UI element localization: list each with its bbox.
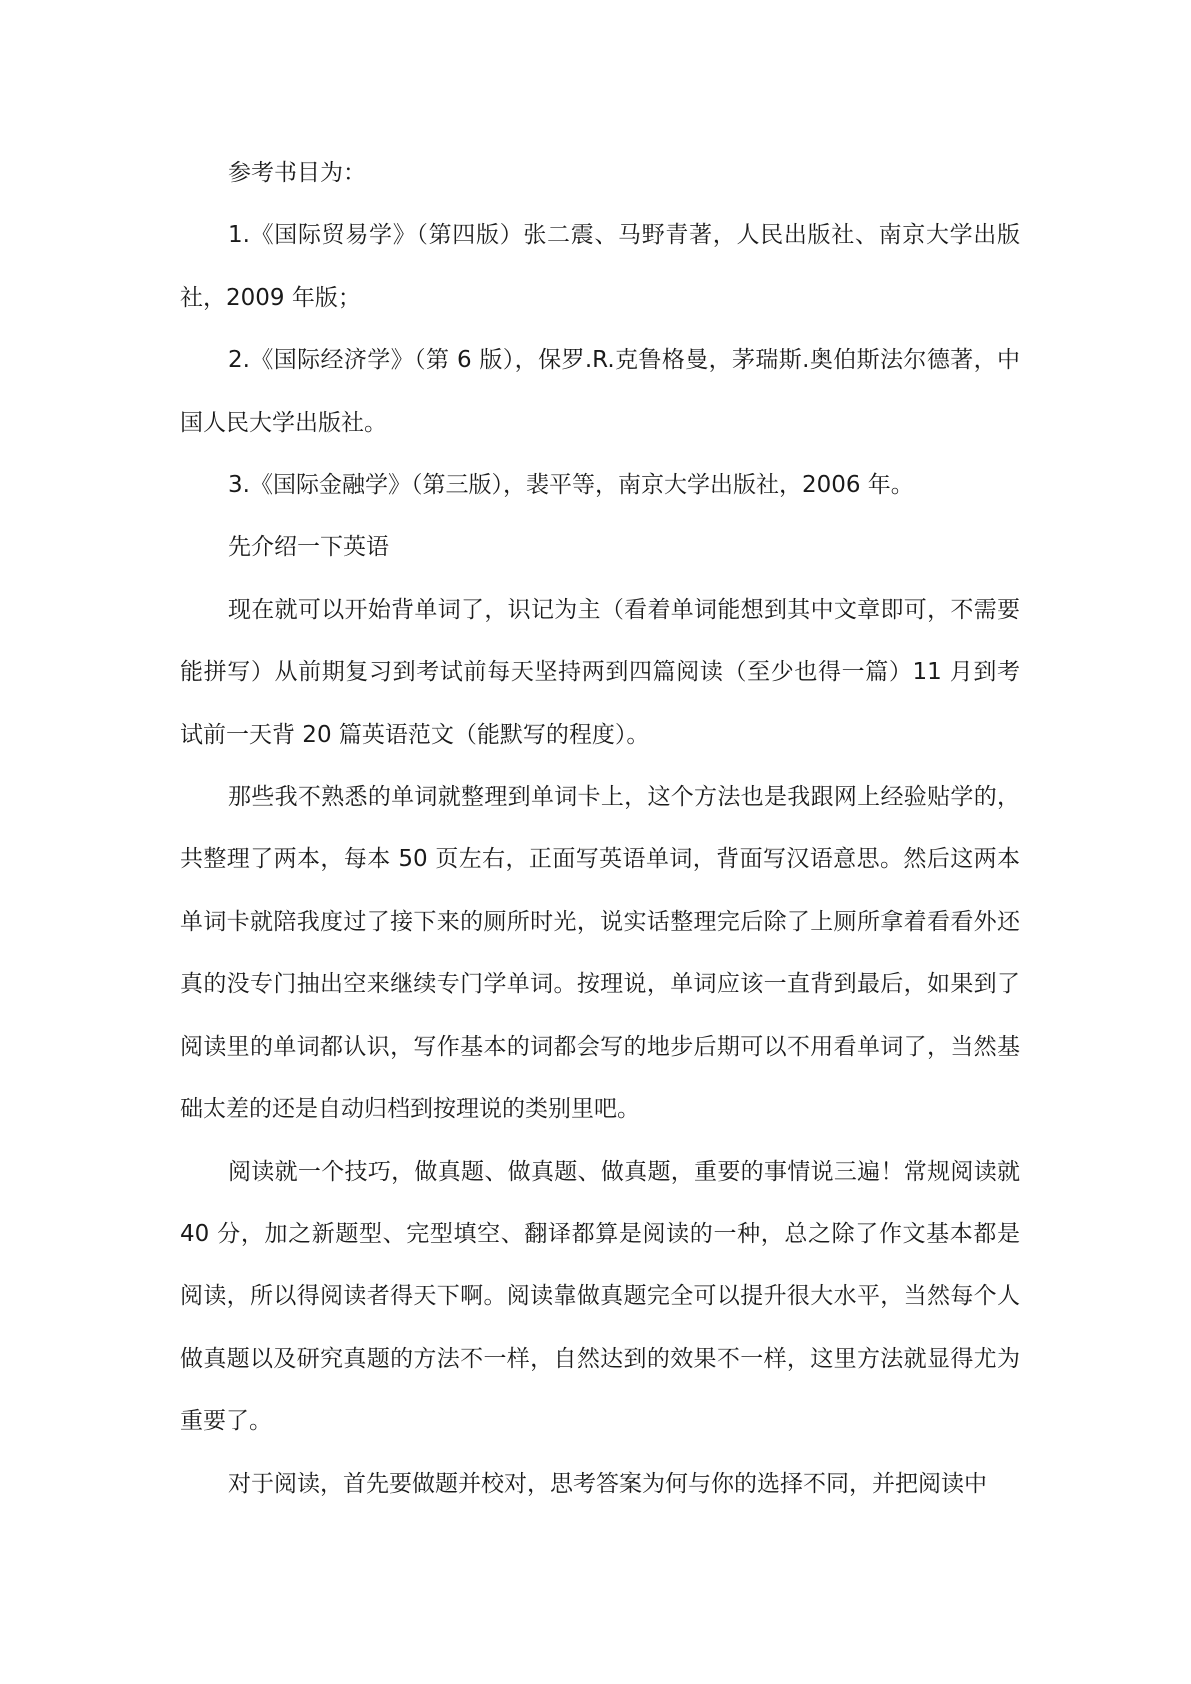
document-body: [180, 142, 1020, 1515]
paragraph-word-cards: 那些我不熟悉的单词就整理到单词卡上，这个方法也是我跟网上经验贴学的，共整理了两本，每本 50 页左右，正面写英语单词，背面写汉语意思。然后这两本单词卡就陪我度过了接下来的厕所时光，说实话整理完后除了上厕所拿着看看外还真的没专门抽出空来继续专门学单词。按理说，单词应该一直背到最后，如果到了阅读里的单词都认识，写作基本的词都会写的地步后期可以不用看单词了，当然基础太差的还是自动归档到按理说的类别里吧。: [180, 784, 1020, 1123]
paragraph-reference-3: 3.《国际金融学》（第三版），裴平等，南京大学出版社，2006 年。: [228, 472, 914, 499]
paragraph-reference-intro: 参考书目为：: [228, 160, 366, 186]
paragraph-reading-method: 对于阅读，首先要做题并校对，思考答案为何与你的选择不同，并把阅读中: [228, 1470, 987, 1497]
paragraph-reference-1: 1.《国际贸易学》（第四版）张二震、马野青著，人民出版社、南京大学出版社，2009 年版；: [180, 222, 1020, 311]
paragraph-reference-2: 2.《国际经济学》（第 6 版），保罗.R.克鲁格曼，茅瑞斯.奥伯斯法尔德著，中国人民大学出版社。: [180, 347, 1020, 436]
paragraph-english-intro: 先介绍一下英语: [228, 534, 389, 561]
paragraph-reading-tips: 阅读就一个技巧，做真题、做真题、做真题，重要的事情说三遍！常规阅读就 40 分，加之新题型、完型填空、翻译都算是阅读的一种，总之除了作文基本都是阅读，所以得阅读者得天下啊。阅读靠做真题完全可以提升很大水平，当然每个人做真题以及研究真题的方法不一样，自然达到的效果不一样，这里方法就显得尤为重要了。: [180, 1158, 1020, 1435]
paragraph-vocabulary-plan: 现在就可以开始背单词了，识记为主（看着单词能想到其中文章即可，不需要能拼写）从前期复习到考试前每天坚持两到四篇阅读（至少也得一篇）11 月到考试前一天背 20 篇英语范文（能默写的程度）。: [180, 596, 1020, 748]
